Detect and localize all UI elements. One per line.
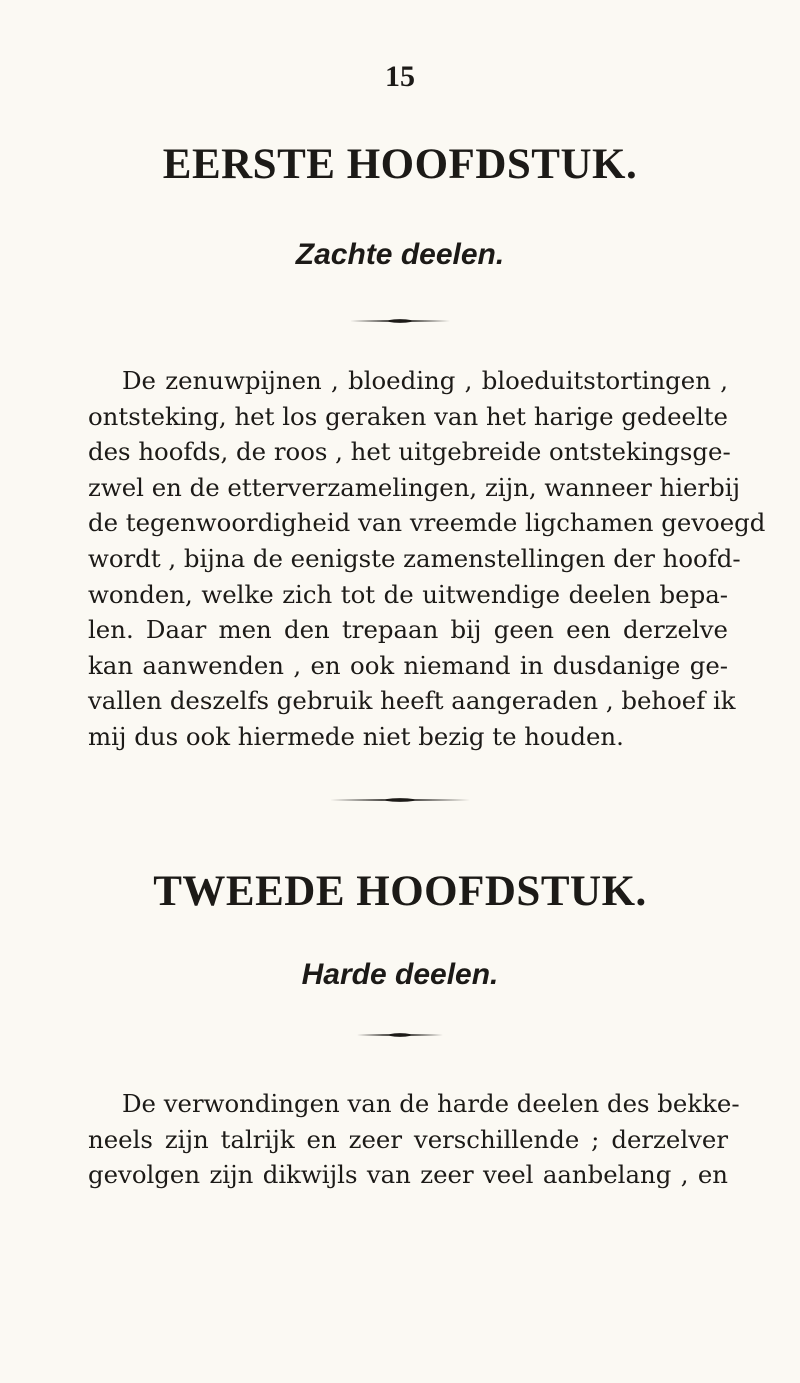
text-line: wonden, welke zich tot de uitwendige deelen bepa- [88,579,728,609]
text-line: De verwondingen van de harde deelen des bekke- [122,1089,740,1118]
ornament-rule-3 [0,1032,800,1038]
text-line: de tegenwoordigheid van vreemde ligchamen gevoegd [88,508,766,538]
ornament-rule-1 [0,318,800,324]
chapter-subheading-1: Zachte deelen. [295,238,505,271]
text-line: mij dus ook hiermede niet bezig te houden. [88,721,624,751]
text-line: kan aanwenden , en ook niemand in dusdanige ge- [88,650,728,680]
chapter-subheading-2: Harde deelen. [301,958,499,991]
text-line: wordt , bijna de eenigste zamenstellingen der hoofd- [88,543,741,573]
text-line: vallen deszelfs gebruik heeft aangeraden , behoef ik [88,686,736,716]
text-line: len. Daar men den trepaan bij geen een derzelve [88,615,728,645]
text-line: des hoofds, de roos , het uitgebreide ontstekingsge- [88,437,731,467]
text-line: ontsteking, het los geraken van het harige gedeelte [88,401,728,431]
text-line: neels zijn talrijk en zeer verschillende ; derzelver [88,1124,728,1154]
page-number: 15 [385,60,415,93]
paragraph-1 [88,363,766,755]
chapter-heading-1: EERSTE HOOFDSTUK. [162,141,638,188]
text-line: zwel en de etterverzamelingen, zijn, wanneer hierbij [88,472,741,502]
chapter-heading-2: TWEEDE HOOFDSTUK. [153,868,647,915]
paragraph-2 [88,1086,740,1193]
ornament-rule-2 [0,797,800,803]
text-line: De zenuwpijnen , bloeding , bloeduitstortingen , [122,366,728,395]
text-line: gevolgen zijn dikwijls van zeer veel aanbelang , en [88,1160,728,1190]
